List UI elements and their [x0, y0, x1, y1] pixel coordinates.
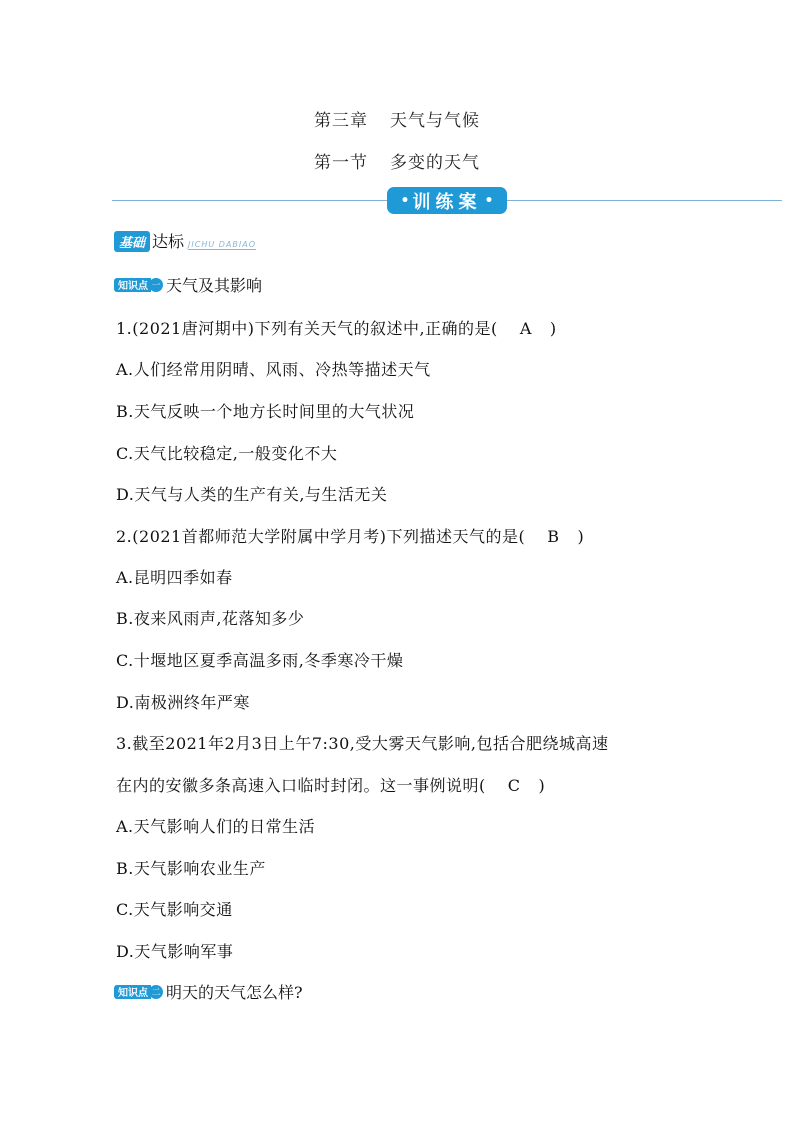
question-answer: A — [519, 319, 532, 338]
question-stem-line2 — [116, 773, 545, 796]
chapter-label: 第三章 — [314, 111, 368, 131]
knowledge-point-title: 明天的天气怎么样? — [166, 983, 303, 1002]
question-close: ) — [538, 776, 546, 795]
knowledge-point-header — [114, 273, 262, 296]
option: C.天气比较稳定,一般变化不大 — [116, 444, 338, 463]
option: C.天气影响交通 — [116, 900, 233, 919]
dot-icon: • — [400, 192, 410, 209]
question-answer: C — [507, 776, 521, 795]
banner-text: 训练案 — [412, 191, 482, 213]
basic-tag: 基础 — [114, 231, 150, 252]
question-close: ) — [577, 527, 585, 546]
option: C.十堰地区夏季高温多雨,冬季寒冷干燥 — [116, 651, 404, 670]
section-name: 多变的天气 — [390, 153, 480, 173]
option: A.人们经常用阴晴、风雨、冷热等描述天气 — [116, 360, 431, 379]
question-answer: B — [547, 527, 560, 546]
question-stem-line1: 3.截至2021年2月3日上午7:30,受大雾天气影响,包括合肥绕城高速 — [116, 734, 609, 753]
question-close: ) — [549, 319, 557, 338]
option: B.夜来风雨声,花落知多少 — [116, 609, 305, 628]
knowledge-point-badge: 知识点 — [114, 278, 151, 292]
chapter-name: 天气与气候 — [390, 111, 480, 131]
training-banner — [387, 187, 507, 214]
question-text: 1.(2021唐河期中)下列有关天气的叙述中,正确的是( — [116, 319, 498, 338]
option: D.南极洲终年严寒 — [116, 693, 250, 712]
option: A.昆明四季如春 — [116, 568, 233, 587]
question-text: 在内的安徽多条高速入口临时封闭。这一事例说明( — [116, 776, 486, 795]
basic-pinyin: JICHU DABIAO — [188, 240, 256, 249]
option: D.天气影响军事 — [116, 942, 234, 961]
section-title — [0, 148, 794, 173]
question-stem — [116, 316, 557, 339]
knowledge-point-number: 二 — [149, 985, 163, 999]
question-text: 2.(2021首都师范大学附属中学月考)下列描述天气的是( — [116, 527, 526, 546]
chapter-title — [0, 106, 794, 131]
knowledge-point-title: 天气及其影响 — [166, 276, 263, 295]
dot-icon: • — [484, 192, 494, 209]
knowledge-point-badge: 知识点 — [114, 985, 151, 999]
question-stem — [116, 524, 584, 547]
basic-section-header — [114, 230, 256, 252]
option: A.天气影响人们的日常生活 — [116, 817, 316, 836]
knowledge-point-number: 一 — [149, 278, 163, 292]
option: B.天气反映一个地方长时间里的大气状况 — [116, 402, 415, 421]
banner-divider-left — [112, 200, 388, 201]
knowledge-point-header — [114, 980, 303, 1003]
option: D.天气与人类的生产有关,与生活无关 — [116, 485, 388, 504]
option: B.天气影响农业生产 — [116, 859, 266, 878]
section-label: 第一节 — [314, 153, 368, 173]
basic-word: 达标 — [152, 232, 185, 251]
banner-divider-right — [506, 200, 782, 201]
